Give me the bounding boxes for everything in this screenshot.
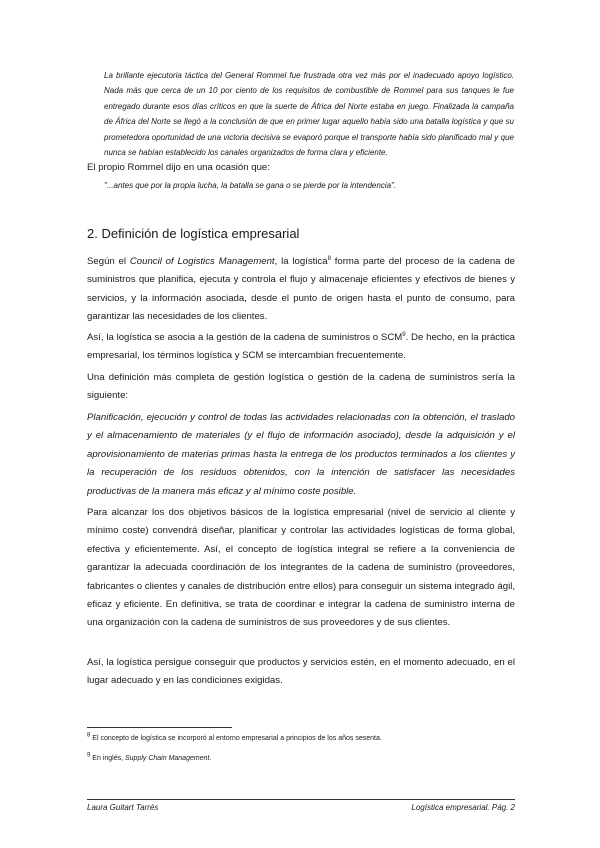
rommel-quote: "...antes que por la propia lucha, la batalla se gana o se pierde por la intendencia". — [104, 181, 397, 190]
section-title: 2. Definición de logística empresarial — [87, 226, 300, 241]
p1-mid: , la logística — [274, 256, 328, 267]
paragraph-scm — [87, 329, 515, 366]
paragraph-integral-logistics: Para alcanzar los dos objetivos básicos de la logística empresarial (nivel de servicio al cliente y mínimo coste) convendrá diseñar, planificar y controlar las actividades logísticas de forma global, efectiva y eficientemente. Así, el concepto de logística integral se refiere a la conveniencia de garantizar la adecuada coordinación de los integrantes de la cadena de suministro (proveedores, fabricantes o clientes y canales de distribución entre ellos) para conseguir un sistema integrado ágil, eficaz y eficiente. En definitiva, se trata de coordinar e integrar la cadena de suministro interna de una organización con la cadena de suministros de sus proveedores y de sus clientes. — [87, 507, 515, 629]
footnote-9-italic: Supply Chain Management — [124, 755, 210, 762]
rommel-intro: El propio Rommel dijo en una ocasión que: — [87, 162, 270, 173]
footnote-8-text: El concepto de logística se incorporó al entorno empresarial a principios de los años sesenta. — [90, 735, 382, 742]
footnote-9-post: . — [209, 755, 212, 762]
p2-pre: Así, la logística se asocia a la gestión de la cadena de suministros o SCM — [87, 332, 403, 343]
footnote-9-text: En inglés, — [90, 755, 125, 762]
paragraph-complete-definition-intro: Una definición más completa de gestión logística o gestión de la cadena de suministros sería la siguiente: — [87, 372, 515, 402]
footnote-8 — [87, 732, 382, 742]
paragraph-definition-clm — [87, 253, 515, 327]
paragraph-logistics-goal: Así, la logística persigue conseguir que productos y servicios estén, en el momento adecuado, en el lugar adecuado y en las condiciones exigidas. — [87, 657, 515, 687]
footer-author: Laura Guitart Tarrés — [87, 803, 159, 812]
footnote-rule — [87, 727, 232, 728]
footer-rule — [87, 799, 515, 800]
p1-italic-org: Council of Logistics Management — [129, 256, 275, 267]
footer-page-label: Logística empresarial. Pág. 2 — [411, 803, 515, 812]
p1-post: forma parte del proceso de la cadena de suministros que planifica, ejecuta y controla el flujo y almacenaje eficientes y efectivos de bienes y servicios, y la información asociada, desde el punto de origen hasta el punto de consumo, para garantizar las necesidades de los clientes. — [87, 256, 515, 323]
paragraph-definition-italic: Planificación, ejecución y control de todas las actividades relacionadas con la obtención, el traslado y el almacenamiento de materiales (y el flujo de información asociado), desde la adquisición y el aprovisionamiento de materias primas hasta la entrega de los productos terminados a los clientes y la recuperación de los residuos obtenidos, con la intención de satisfacer las necesidades productivas de la manera más eficaz y al mínimo coste posible. — [87, 412, 515, 497]
p2-post: . De hecho, en la práctica empresarial, los términos logística y SCM se intercambian frecuentemente. — [87, 332, 516, 362]
footnote-ref-8[interactable]: 8 — [327, 255, 331, 262]
footnote-9-number: 9 — [87, 752, 91, 759]
footnote-9 — [87, 752, 212, 762]
p1-pre: Según el — [87, 256, 130, 267]
footnote-ref-9[interactable]: 9 — [402, 331, 406, 338]
footnote-8-number: 8 — [87, 732, 91, 739]
historical-quote-block: La brillante ejecutoria táctica del General Rommel fue frustrada otra vez más por el inadecuado apoyo logístico. Nada más que cerca de un 10 por ciento de los requisitos de combustible de Rommel para sus tanques le fue entregado durante esos días críticos en que la suerte de África del Norte estaba en juego. Finalizada la campaña de África del Norte se llegó a la conclusión de que en primer lugar aquello había sido una batalla logística y que su prometedora oportunidad de una victoria decisiva se evaporó porque el transporte había sido planificado mal y que nunca se habían establecido los canales organizados de forma clara y eficiente. — [104, 71, 514, 158]
